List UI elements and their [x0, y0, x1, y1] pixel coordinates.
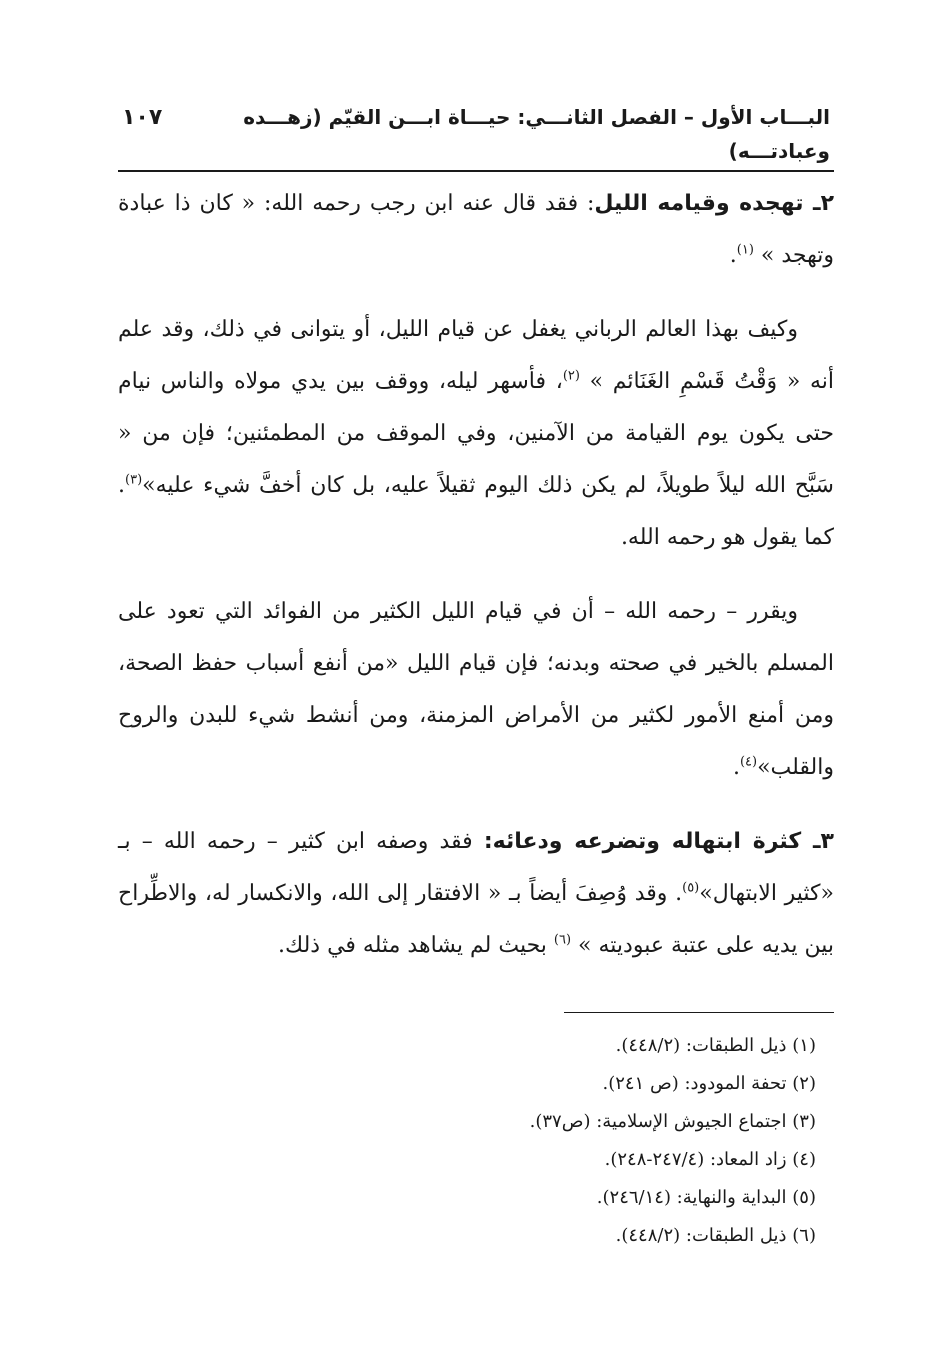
paragraph-gap	[118, 794, 834, 816]
section-heading-night-prayer: ٢ـ تهجده وقيامه الليل	[594, 191, 835, 216]
paragraph-health-benefits	[118, 586, 834, 794]
paragraph-text: . وقد وُصِفَ أيضاً بـ « الافتقار إلى الله، والانكسار له، والاطِّراح بين يديه على عتبة عبوديته »	[118, 881, 834, 958]
footnote-ref-5[interactable]: (٥)	[682, 880, 700, 896]
running-header	[118, 100, 834, 172]
paragraph-text: . كما يقول هو رحمه الله.	[118, 473, 834, 550]
footnote-6: (٦) ذيل الطبقات: (٤٤٨/٢).	[615, 1225, 816, 1246]
footnote-1: (١) ذيل الطبقات: (٤٤٨/٢).	[615, 1035, 816, 1056]
body-text	[118, 178, 834, 972]
footnote-ref-1[interactable]: (١)	[736, 242, 754, 258]
footnote-divider	[564, 1012, 834, 1013]
book-page	[118, 100, 834, 1255]
paragraph-text: ، فأسهر ليله، ووقف بين يدي مولاه والناس نيام حتى يكون يوم القيامة من الآمنين، وفي الموقف من المطمئنين؛ فإن من « سَبَّح الله ليلاً طويلاً، لم يكن ذلك اليوم ثقيلاً عليه، بل كان أخفَّ شيء عليه»	[118, 369, 834, 498]
footnote-ref-2[interactable]: (٢)	[562, 368, 580, 384]
footnote-ref-6[interactable]: (٦)	[553, 932, 572, 948]
footnote-5: (٥) البداية والنهاية: (٢٤٦/١٤).	[596, 1187, 816, 1208]
header-title: البـــاب الأول – الفصل الثانـــي: حيـــاة ابـــن القيّم (زهـــده وعبادتـــه)	[243, 105, 830, 163]
paragraph-text: فقد وصفه ابن كثير – رحمه الله – بـ «كثير الابتهال»	[118, 829, 834, 906]
footnote-ref-4[interactable]: (٤)	[739, 754, 758, 770]
paragraph-gap	[118, 282, 834, 304]
paragraph-supplication	[118, 816, 834, 972]
paragraph-gap	[118, 564, 834, 586]
footnote-2: (٢) تحفة المودود: (ص ٢٤١).	[602, 1073, 816, 1094]
footnote-ref-3[interactable]: (٣)	[125, 472, 143, 488]
paragraph-text: .	[732, 755, 740, 780]
paragraph-text: ويقرر – رحمه الله – أن في قيام الليل الكثير من الفوائد التي تعود على المسلم بالخير في صحته وبدنه؛ فإن قيام الليل «من أنفع أسباب حفظ الصحة، ومن أمنع الأمور لكثير من الأمراض المزمنة، ومن أنشط شيء للبدن والروح والقلب»	[118, 599, 834, 780]
paragraph-night-prayer	[118, 178, 834, 282]
paragraph-text: : فقد قال عنه ابن رجب رحمه الله: « كان ذا عبادة وتهجد »	[118, 191, 834, 268]
footnote-3: (٣) اجتماع الجيوش الإسلامية: (ص٣٧).	[529, 1111, 816, 1132]
paragraph-text: .	[729, 243, 737, 268]
footnotes	[118, 1027, 834, 1255]
page-number: ١٠٧	[122, 105, 163, 130]
paragraph-text: وكيف بهذا العالم الرباني يغفل عن قيام الليل، أو يتوانى في ذلك، وقد علم أنه « وَقْتُ قَسْمِ الغَنَائم »	[118, 317, 834, 394]
section-heading-supplication: ٣ـ كثرة ابتهاله وتضرعه ودعائه:	[483, 829, 834, 854]
paragraph-night-vigil	[118, 304, 834, 564]
footnote-4: (٤) زاد المعاد: (٢٤٧/٤-٢٤٨).	[604, 1149, 816, 1170]
paragraph-text: بحيث لم يشاهد مثله في ذلك.	[278, 933, 554, 958]
